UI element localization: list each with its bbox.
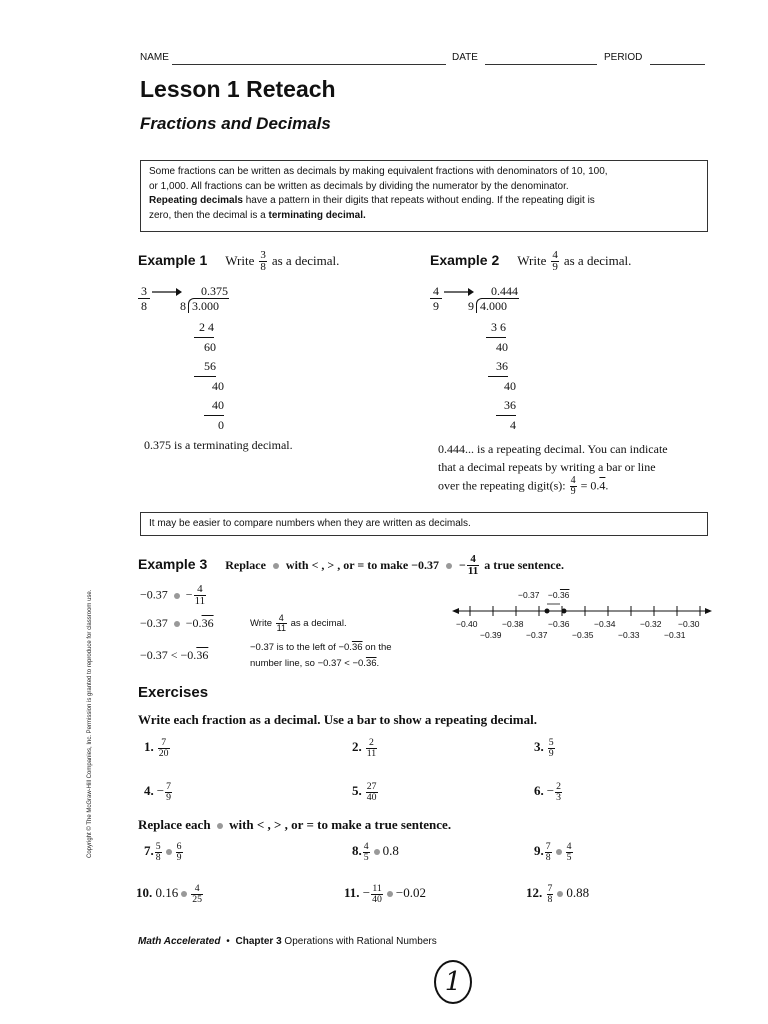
header xyxy=(140,52,705,68)
number-line-top-labels xyxy=(518,590,569,600)
example-2-conclusion xyxy=(438,440,668,497)
exercise-item xyxy=(352,738,378,759)
page-subtitle: Fractions and Decimals xyxy=(140,114,331,133)
nl-tick-label: −0.37 xyxy=(526,630,548,640)
footer-bullet: • xyxy=(226,936,230,947)
step-1-left: −0.37 xyxy=(140,587,168,602)
fraction-numerator: 7 xyxy=(545,841,551,852)
conclusion-line-3 xyxy=(438,476,668,497)
exercise-8 xyxy=(352,842,399,863)
intro-line-3 xyxy=(149,194,707,209)
instr-2-pre: Replace each xyxy=(138,817,211,832)
fraction-denominator: 11 xyxy=(194,595,206,607)
step-3-text: −0.37 < −0. xyxy=(140,648,197,662)
fraction-numerator: 4 xyxy=(363,841,369,852)
fraction-numerator: 5 xyxy=(155,841,161,852)
footer-chapter: Chapter 3 xyxy=(235,936,282,947)
nl-tick-label: −0.39 xyxy=(480,630,502,640)
example-2 xyxy=(430,250,720,500)
example-1-steps xyxy=(190,318,226,435)
copyright-notice: Copyright © The McGraw-Hill Companies, Inc. Permission is granted to reproduce for classroom use. xyxy=(87,589,93,858)
intro-line-1: Some fractions can be written as decimals by making equivalent fractions with denominators of 10, 100, xyxy=(149,166,608,177)
example-1-label: Example 1 xyxy=(138,252,208,269)
ex-fraction xyxy=(366,738,377,759)
example-3-step-2 xyxy=(140,616,214,631)
intro-line-2: or 1,000. All fractions can be written as decimals by dividing the numerator by the denominator. xyxy=(149,180,569,192)
result-whole: = 0. xyxy=(580,478,600,493)
fraction-numerator: 4 xyxy=(194,584,207,596)
ex-fraction xyxy=(366,782,378,803)
example-3-label: Example 3 xyxy=(138,556,208,573)
ex-fraction xyxy=(191,884,203,905)
nl-tick-label: −0.40 xyxy=(456,619,478,629)
step-2-right-repeat: 36 xyxy=(201,616,214,630)
date-label: DATE xyxy=(452,52,478,63)
fraction-denominator: 11 xyxy=(276,623,286,633)
fraction-numerator: 4 xyxy=(467,554,479,566)
example-3-prompt-mid: with < , > , or = to make −0.37 xyxy=(285,558,440,573)
step: 36 xyxy=(488,357,508,377)
setup-numerator: 4 xyxy=(430,284,442,299)
write-after: as a decimal. xyxy=(290,618,347,630)
explain-2-post: . xyxy=(376,658,380,669)
nl-tick-label: −0.32 xyxy=(640,619,662,629)
ex-sign: − xyxy=(546,783,555,799)
fraction-denominator: 40 xyxy=(372,893,382,905)
exercises-heading: Exercises xyxy=(138,684,209,701)
placeholder-circle-icon[interactable] xyxy=(374,849,380,855)
date-field[interactable] xyxy=(485,52,597,65)
exercise-item xyxy=(352,782,379,803)
example-2-setup-fraction xyxy=(430,284,442,313)
example-3-explanation xyxy=(250,640,392,672)
fraction-denominator: 9 xyxy=(176,851,182,863)
fraction-denominator: 8 xyxy=(260,261,266,273)
ex-sign: − xyxy=(156,783,165,799)
ex-value: −0.02 xyxy=(395,885,426,901)
step: 0 xyxy=(218,418,224,432)
instr-2-post: with < , > , or = to make a true sentence. xyxy=(229,817,452,832)
example-2-heading xyxy=(430,250,631,273)
step-2-right-pre: −0. xyxy=(185,616,202,630)
placeholder-circle-icon[interactable] xyxy=(181,891,187,897)
example-3-prompt-end: a true sentence. xyxy=(484,558,564,573)
example-3-heading xyxy=(138,554,564,577)
fraction-numerator: 3 xyxy=(260,249,266,261)
handwritten-page-number xyxy=(434,960,472,1004)
number-line-labels-bottom-row xyxy=(480,630,700,642)
fraction-denominator: 9 xyxy=(552,261,558,273)
exercise-list-1 xyxy=(144,738,704,810)
example-2-division xyxy=(454,284,518,314)
ex-number: 6. xyxy=(534,783,544,799)
setup-denominator: 8 xyxy=(141,299,147,313)
divisor: 9 xyxy=(468,299,474,313)
example-3-step-3 xyxy=(140,648,208,663)
fraction-denominator: 40 xyxy=(366,791,377,803)
step: 60 xyxy=(204,340,216,354)
placeholder-circle-icon[interactable] xyxy=(556,849,562,855)
name-label: NAME xyxy=(140,52,169,63)
ex-value: 0.16 xyxy=(155,885,179,901)
exercises-instruction-2 xyxy=(138,817,451,833)
conclusion-line-1: 0.444... is a repeating decimal. You can indicate xyxy=(438,442,668,456)
fraction-numerator: 2 xyxy=(366,738,377,749)
example-1-heading xyxy=(138,250,339,273)
explain-2-repeat: 36 xyxy=(365,658,377,669)
ex-fraction xyxy=(165,782,172,803)
nl-label-037: −0.37 xyxy=(518,590,540,600)
example-1-write: Write xyxy=(225,253,255,269)
fraction-numerator: 7 xyxy=(547,883,553,894)
example-1-conclusion: 0.375 is a terminating decimal. xyxy=(144,438,293,452)
step: 3 6 xyxy=(486,318,506,338)
exercise-9 xyxy=(534,842,574,863)
nl-tick-label: −0.35 xyxy=(572,630,594,640)
point-036-repeating xyxy=(562,609,567,614)
example-2-as-decimal: as a decimal. xyxy=(563,253,632,269)
exercise-item xyxy=(534,738,556,759)
placeholder-circle-icon[interactable] xyxy=(557,891,563,897)
nl-label-036-repeat: 36 xyxy=(559,590,570,600)
example-2-write: Write xyxy=(517,253,547,269)
ex-fraction xyxy=(363,842,370,863)
explain-2-pre: number line, so −0.37 < −0. xyxy=(250,658,366,669)
example-3-fraction xyxy=(467,554,479,577)
dividend: 3.000 xyxy=(192,299,219,313)
explain-1-post: on the xyxy=(362,642,392,653)
example-3-neg: − xyxy=(459,558,466,573)
ex-number: 11. xyxy=(344,885,360,901)
fraction-denominator: 25 xyxy=(192,893,202,905)
fraction-denominator: 8 xyxy=(545,851,551,863)
step: 36 xyxy=(496,396,516,416)
step-1-fraction xyxy=(194,584,207,607)
ex-number: 7. xyxy=(144,843,154,859)
placeholder-circle-icon[interactable] xyxy=(166,849,172,855)
intro-line-4 xyxy=(149,209,707,224)
fraction-numerator: 7 xyxy=(166,781,171,792)
fraction-denominator: 5 xyxy=(363,851,369,863)
exercise-10 xyxy=(136,884,204,905)
period-label: PERIOD xyxy=(604,52,643,63)
explanation-line-1 xyxy=(250,640,392,656)
fraction-denominator: 9 xyxy=(166,791,171,803)
fraction-denominator: 9 xyxy=(548,747,554,759)
ex-value: 0.88 xyxy=(566,885,590,901)
fraction-numerator: 4 xyxy=(566,841,572,852)
quotient: 0.444 xyxy=(491,284,518,298)
fraction-denominator: 3 xyxy=(556,791,561,803)
ex-number: 5. xyxy=(352,783,362,799)
period-field[interactable] xyxy=(650,52,705,65)
compare-box: It may be easier to compare numbers when they are written as decimals. xyxy=(140,512,708,536)
conclusion-line-2: that a decimal repeats by writing a bar or line xyxy=(438,460,656,474)
exercise-item xyxy=(144,738,171,759)
example-1-fraction xyxy=(259,250,267,273)
fraction-numerator: 4 xyxy=(276,614,287,624)
page-number-text: 1 xyxy=(444,967,462,997)
repeating-decimals-term: Repeating decimals xyxy=(149,195,243,206)
step: 40 xyxy=(496,340,508,354)
exercise-12 xyxy=(526,884,589,905)
ex-number: 10. xyxy=(136,885,153,901)
step: 56 xyxy=(194,357,216,377)
name-field[interactable] xyxy=(172,52,446,65)
fraction-numerator: 4 xyxy=(552,249,558,261)
example-1-as-decimal: as a decimal. xyxy=(271,253,340,269)
ex-fraction xyxy=(176,842,183,863)
example-2-steps xyxy=(482,318,520,435)
ex-fraction xyxy=(155,842,162,863)
example-3-write-note xyxy=(250,614,347,633)
ex-fraction xyxy=(371,884,383,905)
fraction-numerator: 11 xyxy=(372,883,382,894)
placeholder-circle-icon xyxy=(446,563,452,569)
division-row xyxy=(166,298,228,314)
ex-fraction xyxy=(158,738,170,759)
footer-chapter-title: Operations with Rational Numbers xyxy=(284,936,437,947)
ex-number: 4. xyxy=(144,783,154,799)
fraction-denominator: 5 xyxy=(566,851,572,863)
page-title: Lesson 1 Reteach xyxy=(140,76,336,102)
nl-tick-label: −0.30 xyxy=(678,619,700,629)
fraction-numerator: 2 xyxy=(556,781,561,792)
fraction-denominator: 11 xyxy=(467,565,479,577)
step-1-neg: − xyxy=(185,587,193,602)
placeholder-circle-icon xyxy=(174,593,180,599)
exercise-item xyxy=(534,782,563,803)
step-3-repeat: 36 xyxy=(196,648,209,662)
fraction-denominator: 8 xyxy=(155,851,161,863)
example-1 xyxy=(138,250,418,460)
nl-tick-label: −0.31 xyxy=(664,630,686,640)
write-label: Write xyxy=(250,618,272,630)
example-2-fraction xyxy=(551,250,559,273)
ex-sign: − xyxy=(362,885,371,901)
step: 4 xyxy=(510,418,516,432)
explanation-line-2 xyxy=(250,656,392,672)
conclusion-fraction xyxy=(570,476,577,497)
step: 40 xyxy=(212,379,224,393)
intro-line-4-pre: zero, then the decimal is a xyxy=(149,209,269,221)
ex-fraction xyxy=(566,842,573,863)
quotient: 0.375 xyxy=(201,284,228,298)
fraction-numerator: 6 xyxy=(176,841,182,852)
fraction-numerator: 27 xyxy=(366,781,377,792)
ex-number: 9. xyxy=(534,843,544,859)
ex-fraction xyxy=(547,884,554,905)
nl-tick-label: −0.38 xyxy=(502,619,524,629)
nl-label-036-pre: −0. xyxy=(547,590,560,600)
dividend: 4.000 xyxy=(480,299,507,313)
ex-number: 8. xyxy=(352,843,362,859)
fraction-numerator: 4 xyxy=(191,884,203,895)
example-1-division xyxy=(166,284,228,314)
ex-number: 1. xyxy=(144,739,154,755)
fraction-numerator: 7 xyxy=(158,738,170,749)
result-end: . xyxy=(605,478,609,493)
example-3-prompt-pre: Replace xyxy=(225,558,266,573)
exercises-instruction-1: Write each fraction as a decimal. Use a bar to show a repeating decimal. xyxy=(138,712,537,727)
ex-fraction xyxy=(555,782,562,803)
exercise-11 xyxy=(344,884,426,905)
terminating-decimal-term: terminating decimal. xyxy=(268,209,366,221)
explain-1-pre: −0.37 is to the left of −0. xyxy=(250,642,352,653)
fraction-denominator: 11 xyxy=(366,747,377,759)
write-fraction xyxy=(276,614,287,633)
placeholder-circle-icon[interactable] xyxy=(387,891,393,897)
example-2-label: Example 2 xyxy=(430,252,500,269)
explain-1-repeat: 36 xyxy=(351,642,363,653)
step: 40 xyxy=(204,396,224,416)
ex-number: 12. xyxy=(526,885,543,901)
step: 40 xyxy=(504,379,516,393)
example-3-step-1 xyxy=(140,584,207,607)
ex-value: 0.8 xyxy=(382,843,399,859)
intro-box xyxy=(140,160,708,232)
ex-fraction xyxy=(545,842,552,863)
placeholder-circle-icon xyxy=(174,621,180,627)
fraction-numerator: 4 xyxy=(570,475,576,486)
step-2-left: −0.37 xyxy=(140,616,168,630)
fraction-numerator: 5 xyxy=(548,737,554,748)
division-row xyxy=(454,298,518,314)
placeholder-circle-icon xyxy=(217,823,223,829)
fraction-denominator: 9 xyxy=(570,486,576,497)
setup-numerator: 3 xyxy=(138,284,150,299)
intro-line-3-rest: have a pattern in their digits that repeats without ending. If the repeating digit is xyxy=(242,195,595,206)
setup-denominator: 9 xyxy=(433,299,439,313)
nl-tick-label: −0.34 xyxy=(594,619,616,629)
arrow-right-icon xyxy=(705,608,712,614)
nl-tick-label: −0.36 xyxy=(548,619,570,629)
ex-number: 3. xyxy=(534,739,544,755)
example-1-setup-fraction xyxy=(138,284,150,313)
arrow-left-icon xyxy=(452,608,459,614)
fraction-denominator: 20 xyxy=(158,747,169,759)
footer xyxy=(138,936,437,947)
footer-book-title: Math Accelerated xyxy=(138,936,221,947)
conclusion-line-3-text: over the repeating digit(s): xyxy=(438,478,566,493)
point-037 xyxy=(545,609,550,614)
nl-tick-label: −0.33 xyxy=(618,630,640,640)
divisor: 8 xyxy=(180,299,186,313)
ex-fraction xyxy=(548,738,555,759)
result-repeat: 4 xyxy=(599,478,606,493)
ex-number: 2. xyxy=(352,739,362,755)
placeholder-circle-icon xyxy=(273,563,279,569)
exercise-item xyxy=(144,782,173,803)
fraction-denominator: 8 xyxy=(547,893,553,905)
exercise-7 xyxy=(144,842,184,863)
step: 2 4 xyxy=(194,318,214,338)
